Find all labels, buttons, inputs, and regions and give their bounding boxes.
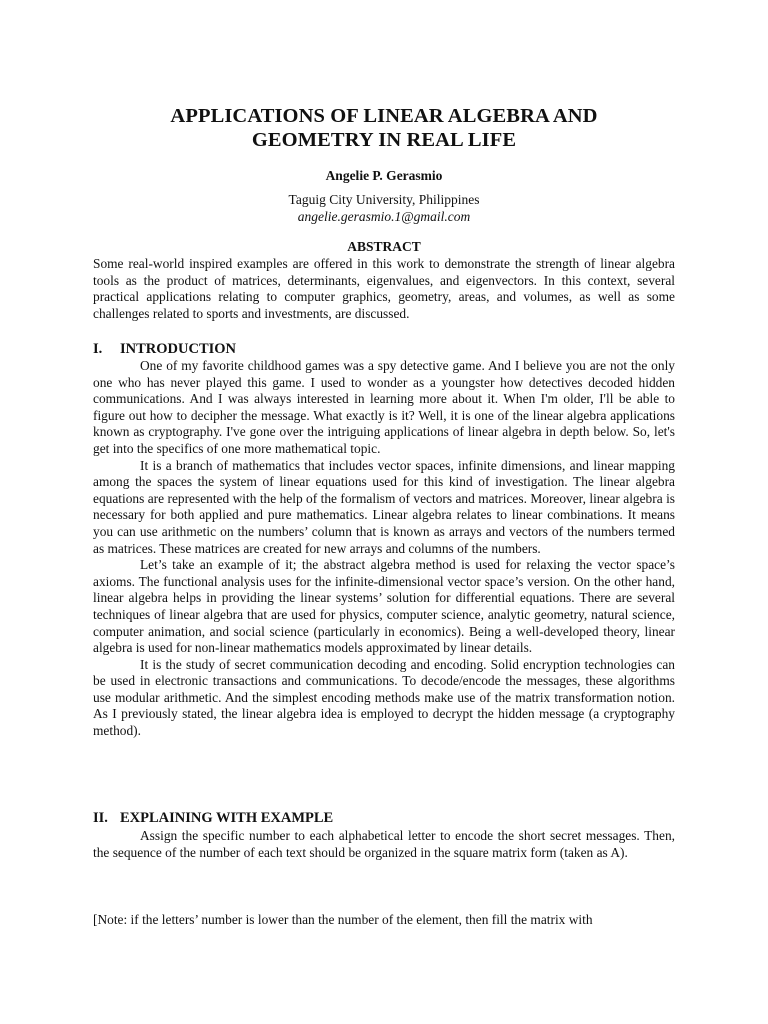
author-affiliation: Taguig City University, Philippines [288, 192, 480, 207]
introduction-body [93, 358, 675, 740]
section-heading-example [93, 809, 675, 827]
section-heading-introduction [93, 340, 675, 358]
paper-title [93, 104, 675, 152]
example-body [93, 828, 675, 861]
paragraph: Assign the specific number to each alphabetical letter to encode the short secret messages. Then, the sequence of the number of each text should be organized in the square matrix form (taken as A). [93, 828, 675, 860]
section-title: INTRODUCTION [120, 341, 237, 357]
paragraph: It is the study of secret communication decoding and encoding. Solid encryption technologies can be used in electronic transactions and communications. To decode/encode the messages, these algorithms use modular arithmetic. And the simplest encoding methods make use of the matrix transformation notion. As I previously stated, the linear algebra idea is employed to decrypt the hidden message (a cryptography method). [93, 656, 675, 739]
note-text: [Note: if the letters’ number is lower than the number of the element, then fill the matrix with [93, 912, 593, 927]
paragraph: It is a branch of mathematics that includes vector spaces, infinite dimensions, and linear mapping among the spaces the system of linear equations used for this kind of investigation. The linear algebra equations are represented with the help of the formalism of vectors and matrices. Moreover, linear algebra is necessary for both applied and pure mathematics. Linear algebra relates to linear combinations. It means you can use arithmetic on the numbers’ column that is known as arrays and vectors of the numbers termed as matrices. These matrices are created for new arrays and columns of the numbers. [93, 457, 675, 556]
author-email: angelie.gerasmio.1@gmail.com [297, 209, 471, 224]
abstract-heading: ABSTRACT [347, 239, 421, 254]
section-number: I. [93, 341, 103, 357]
paragraph: One of my favorite childhood games was a spy detective game. And I believe you are not the only one who has never played this game. I used to wonder as a youngster how detectives decoded hidden communications. And I was always interested in learning more about it. When I'm older, I'll be able to figure out how to decipher the message. What exactly is it? Well, it is one of the linear algebra applications known as cryptography. I've gone over the intriguing applications of linear algebra in depth below. So, let's get into the specifics of one more mathematical topic. [93, 358, 675, 456]
section-title: EXPLAINING WITH EXAMPLE [120, 810, 334, 826]
section-number: II. [93, 810, 108, 826]
abstract-text: Some real-world inspired examples are offered in this work to demonstrate the strength of linear algebra tools as the product of matrices, determinants, eigenvalues, and eigenvectors. In this context, several practical applications relating to computer graphics, geometry, areas, and volumes, as well as some challenges related to sports and investments, are discussed. [93, 256, 675, 321]
title-line-2: GEOMETRY IN REAL LIFE [251, 129, 517, 151]
note-block [93, 912, 675, 929]
abstract-block [93, 256, 675, 322]
title-line-1: APPLICATIONS OF LINEAR ALGEBRA AND [170, 105, 598, 127]
paragraph: Let’s take an example of it; the abstract algebra method is used for relaxing the vector space’s axioms. The functional analysis uses for the infinite-dimensional vector space’s version. On the other hand, linear algebra helps in providing the linear systems’ solution for differential equations. There are several techniques of linear algebra that are used for physics, computer science, analytic geometry, natural science, computer animation, and social science (particularly in economics). Being a well-developed theory, linear algebra is used for non-linear mathematics models approximated by linear details. [93, 557, 675, 656]
author-name: Angelie P. Gerasmio [325, 168, 443, 183]
